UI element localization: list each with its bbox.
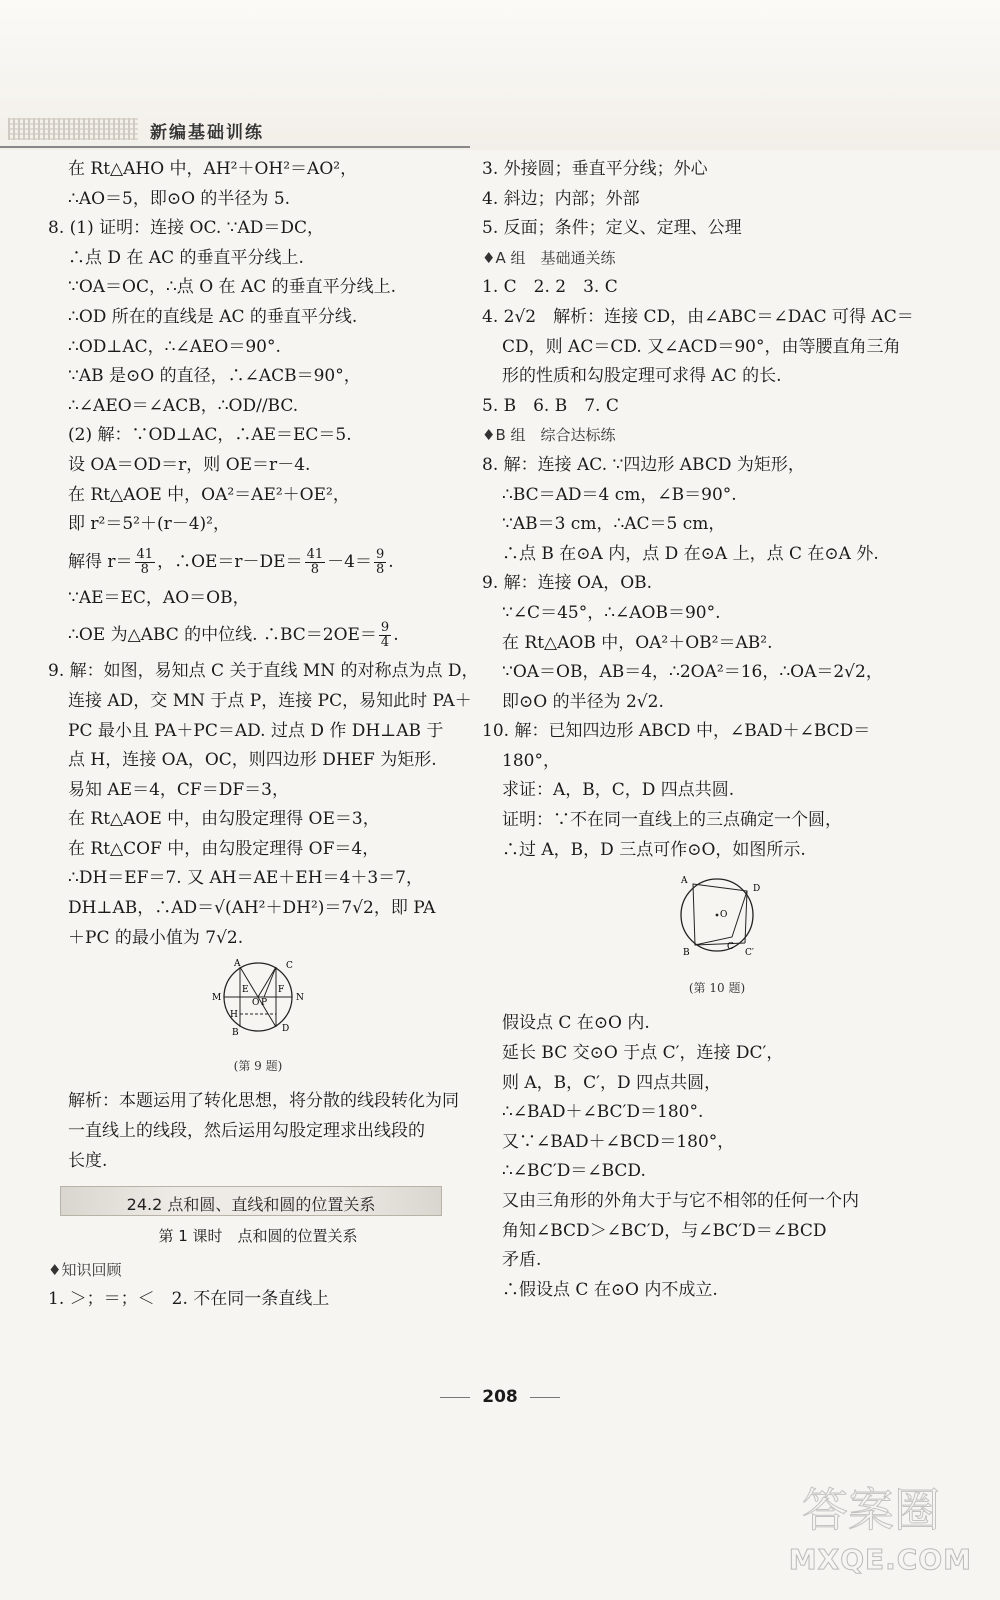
left-a-line: ∴∠AEO＝∠ACB，∴OD//BC. (68, 395, 299, 416)
left-a-line: 在 Rt△AHO 中，AH²＋OH²＝AO²， (68, 159, 358, 179)
left-c-line: ∴DH＝EF＝7. 又 AH＝AE＋EH＝4＋3＝7， (68, 868, 423, 889)
left-a-line: ∴OD 所在的直线是 AC 的垂直平分线. (68, 306, 358, 327)
left-a-line: 在 Rt△AOE 中，OA²＝AE²＋OE²， (68, 484, 350, 505)
book-title: 新编基础训练 (150, 123, 264, 143)
right-b-line: 则 A，B，C′，D 四点共圆， (502, 1072, 722, 1093)
section-banner: 24.2 点和圆、直线和圆的位置关系 (60, 1186, 442, 1216)
watermark (790, 1480, 990, 1590)
right-a-line: 即⊙O 的半径为 2√2. (502, 691, 664, 712)
figure-10-diagram (667, 871, 767, 963)
left-c-line: DH⊥AB，∴AD＝√(AH²＋DH²)＝7√2，即 PA (68, 898, 436, 919)
left-c-line: 9. 解：如图，易知点 C 关于直线 MN 的对称点为点 D， (48, 661, 479, 682)
fig10-label-c-prime: C′ (745, 948, 754, 959)
midline-line: ∴OE 为△ABC 的中位线. ∴BC＝2OE＝ $\frac{9}{4}$ . (68, 620, 399, 651)
fig10-label-d: D (753, 884, 761, 895)
right-b-line: ∴假设点 C 在⊙O 内不成立. (502, 1279, 718, 1300)
recall-answers: 1. ＞；＝；＜ 2. 不在同一条直线上 (48, 1289, 330, 1310)
figure-9-diagram (198, 959, 318, 1041)
solve-line: 解得 r＝ $\frac{41}{8}$ ，∴OE＝r－DE＝ $\frac{41}{8}$ －4＝ $\frac{9}{8}$ . (68, 546, 394, 577)
left-a-line: ∵AB 是⊙O 的直径，∴∠ACB＝90°， (68, 366, 361, 387)
right-a-line: ♦A 组 基础通关练 (482, 248, 616, 267)
figure-10-caption: (第 10 题) (688, 980, 746, 995)
right-a-line: CD，则 AC＝CD. 又∠ACD＝90°，由等腰直角三角 (502, 336, 901, 357)
right-a-line: ∵∠C＝45°，∴∠AOB＝90°. (502, 602, 721, 623)
fig9-label-e: E (242, 985, 249, 996)
figure-10 (482, 871, 952, 1003)
left-c-line: 连接 AD，交 MN 于点 P，连接 PC，易知此时 PA＋ (68, 690, 472, 711)
right-a-line: 5. 反面；条件；定义、定理、公理 (482, 218, 742, 239)
fig9-label-h: H (230, 1010, 238, 1021)
left-a-line: 8. (1) 证明：连接 OC. ∵AD＝DC， (48, 218, 325, 239)
left-a-line: 设 OA＝OD＝r，则 OE＝r－4. (68, 454, 311, 475)
right-a-line: ∵OA＝OB，AB＝4，∴2OA²＝16，∴OA＝2√2， (502, 662, 883, 683)
right-a-line: ∴过 A，B，D 三点可作⊙O，如图所示. (502, 839, 806, 860)
left-c-line: 在 Rt△COF 中，由勾股定理得 OF＝4， (68, 838, 380, 859)
right-a-line: ∴BC＝AD＝4 cm，∠B＝90°. (502, 484, 737, 505)
fig10-label-o: O (720, 910, 728, 921)
right-a-line: 求证：A，B，C，D 四点共圆. (502, 780, 735, 801)
fig10-label-c: C (727, 942, 734, 953)
right-a-line: 形的性质和勾股定理可求得 AC 的长. (502, 366, 782, 387)
right-b-line: 又由三角形的外角大于与它不相邻的任何一个内 (502, 1191, 859, 1211)
watermark-logo: 答案圈 (802, 1483, 940, 1537)
right-a-line: ∴点 B 在⊙A 内，点 D 在⊙A 上，点 C 在⊙A 外. (502, 543, 879, 564)
right-a-line: ♦B 组 综合达标练 (482, 426, 616, 445)
right-a-line: 在 Rt△AOB 中，OA²＋OB²＝AB². (502, 632, 773, 653)
fig9-label-f: F (278, 985, 285, 996)
fig9-label-o: O (252, 998, 260, 1009)
left-d-line: 一直线上的线段，然后运用勾股定理求出线段的 (68, 1121, 425, 1142)
right-b-line: 角知∠BCD＞∠BC′D，与∠BC′D＝∠BCD (502, 1220, 827, 1241)
right-a-line: 9. 解：连接 OA，OB. (482, 573, 653, 594)
header-pattern (8, 118, 138, 140)
left-c-line: 易知 AE＝4，CF＝DF＝3， (68, 779, 289, 800)
left-column (48, 155, 479, 1315)
fig10-label-b: B (683, 948, 690, 959)
fig9-label-b: B (232, 1028, 239, 1039)
right-a-line: ∵AB＝3 cm，∴AC＝5 cm， (502, 514, 726, 535)
right-b-line: 延长 BC 交⊙O 于点 C′，连接 DC′， (502, 1043, 784, 1064)
left-a-line: ∴点 D 在 AC 的垂直平分线上. (68, 247, 304, 268)
page-number: 208 (0, 1387, 1000, 1407)
fig9-label-d: D (282, 1024, 290, 1035)
left-c-line: 点 H，连接 OA，OC，则四边形 DHEF 为矩形. (68, 750, 437, 771)
header-rule (0, 146, 470, 148)
right-column (482, 155, 952, 1305)
fig9-label-p: P (261, 998, 268, 1009)
fig9-label-c: C (286, 961, 293, 972)
figure-9-caption: (第 9 题) (233, 1058, 283, 1073)
lesson-title: 第 1 课时 点和圆的位置关系 (158, 1227, 358, 1246)
left-c-line: ＋PC 的最小值为 7√2. (68, 927, 244, 948)
page-header (0, 0, 1000, 150)
fig10-label-a: A (681, 876, 688, 887)
right-a-line: 3. 外接圆；垂直平分线；外心 (482, 159, 708, 179)
right-a-line: 4. 2√2 解析：连接 CD，由∠ABC＝∠DAC 可得 AC＝ (482, 306, 914, 327)
left-b-line: ∵AE＝EC，AO＝OB， (68, 587, 250, 608)
left-c-line: 在 Rt△AOE 中，由勾股定理得 OE＝3， (68, 809, 380, 830)
figure-9 (48, 959, 468, 1081)
left-a-line: 即 r²＝5²＋(r－4)²， (68, 514, 230, 535)
right-b-line: 假设点 C 在⊙O 内. (502, 1013, 650, 1034)
fig9-label-a: A (234, 959, 241, 970)
left-a-line: (2) 解：∵OD⊥AC，∴AE＝EC＝5. (68, 425, 352, 446)
right-a-line: 8. 解：连接 AC. ∵四边形 ABCD 为矩形， (482, 454, 805, 475)
right-b-line: ∴∠BAD＋∠BC′D＝180°. (502, 1102, 704, 1123)
left-d-line: 长度. (68, 1150, 108, 1171)
right-a-line: 180°， (502, 750, 560, 771)
left-c-line: PC 最小且 PA＋PC＝AD. 过点 D 作 DH⊥AB 于 (68, 720, 444, 741)
right-a-line: 证明：∵不在同一直线上的三点确定一个圆， (502, 810, 842, 831)
right-b-line: 矛盾. (502, 1250, 542, 1271)
left-a-line: ∴OD⊥AC，∴∠AEO＝90°. (68, 336, 281, 357)
watermark-url: MXQE.COM (788, 1543, 972, 1576)
fig9-label-m: M (212, 993, 222, 1004)
fig9-label-n: N (296, 993, 304, 1004)
left-a-line: ∵OA＝OC，∴点 O 在 AC 的垂直平分线上. (68, 277, 397, 298)
right-a-line: 4. 斜边；内部；外部 (482, 188, 640, 209)
right-a-line: 5. B 6. B 7. C (482, 395, 619, 416)
left-d-line: 解析：本题运用了转化思想，将分散的线段转化为同 (68, 1091, 459, 1112)
right-b-line: 又∵∠BAD＋∠BCD＝180°， (502, 1131, 735, 1152)
left-a-line: ∴AO＝5，即⊙O 的半径为 5. (68, 188, 291, 209)
right-a-line: 1. C 2. 2 3. C (482, 277, 618, 298)
right-b-line: ∴∠BC′D＝∠BCD. (502, 1161, 646, 1182)
right-a-line: 10. 解：已知四边形 ABCD 中，∠BAD＋∠BCD＝ (482, 721, 871, 742)
recall-heading: ♦知识回顾 (48, 1260, 122, 1279)
